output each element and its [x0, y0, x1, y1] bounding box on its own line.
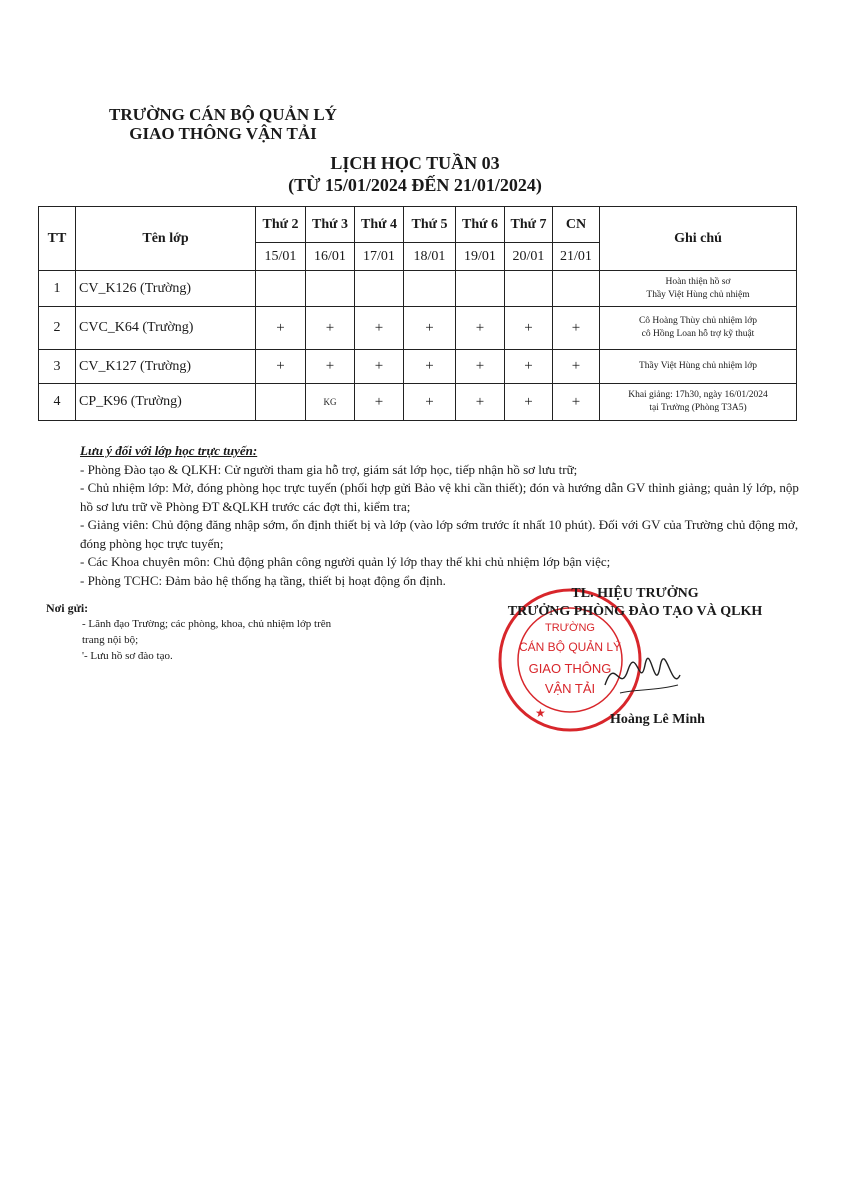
header-day: Thứ 4 [355, 207, 404, 243]
header-row [39, 207, 797, 243]
document-subtitle: (TỪ 15/01/2024 ĐẾN 21/01/2024) [288, 175, 542, 195]
note-item: - Chủ nhiệm lớp: Mở, đóng phòng học trực tuyến (phối hợp gửi Bảo vệ khi cần thiết); đón và hướng dẫn GV thỉnh giảng; quản lý lớp, nộp hồ sơ lưu trữ về Phòng ĐT &QLKH trước các đợt thi, kiểm tra; [80, 480, 799, 514]
schedule-cell: + [256, 307, 306, 350]
header-note: Ghi chú [600, 207, 797, 271]
org-name-line2: GIAO THÔNG VẬN TẢI [129, 124, 317, 143]
row-note-line: cô Hồng Loan hỗ trợ kỹ thuật [641, 329, 755, 339]
schedule-cell: + [355, 384, 404, 421]
header-day: CN [553, 207, 600, 243]
handwritten-signature [600, 645, 685, 705]
schedule-cell: + [505, 384, 553, 421]
table-row [39, 350, 797, 384]
notes-heading: Lưu ý đối với lớp học trực tuyến: [80, 443, 258, 458]
row-note [600, 350, 797, 384]
table-row [39, 307, 797, 350]
signature-title-line1: TL. HIỆU TRƯỞNG [571, 586, 699, 601]
row-note [600, 271, 797, 307]
schedule-cell: + [404, 350, 456, 384]
schedule-cell [256, 271, 306, 307]
table-row [39, 271, 797, 307]
row-note-line: Cô Hoàng Thùy chủ nhiệm lớp [638, 316, 758, 326]
header-day: Thứ 2 [256, 207, 306, 243]
signature-block [470, 585, 800, 621]
row-note [600, 307, 797, 350]
row-tt: 1 [39, 271, 76, 307]
schedule-cell: + [256, 350, 306, 384]
recipients-heading: Nơi gửi: [46, 601, 89, 615]
row-note-line: Khai giảng: 17h30, ngày 16/01/2024 [628, 390, 768, 400]
header-date: 20/01 [505, 243, 553, 271]
stamp-star-icon: ★ [535, 706, 546, 720]
recipient-line: '- Lưu hồ sơ đào tạo. [82, 650, 173, 662]
row-tt: 4 [39, 384, 76, 421]
row-class-name: CV_K127 (Trường) [76, 350, 256, 384]
recipient-line: - Lãnh đạo Trường; các phòng, khoa, chủ nhiệm lớp trên [82, 618, 332, 630]
schedule-cell: + [505, 307, 553, 350]
schedule-cell: + [456, 384, 505, 421]
schedule-cell: + [553, 384, 600, 421]
header-day: Thứ 3 [306, 207, 355, 243]
header-date: 21/01 [553, 243, 600, 271]
schedule-cell [256, 384, 306, 421]
row-class-name: CP_K96 (Trường) [76, 384, 256, 421]
header-date: 16/01 [306, 243, 355, 271]
header-date: 17/01 [355, 243, 404, 271]
schedule-cell: + [306, 350, 355, 384]
note-item: - Phòng Đào tạo & QLKH: Cử người tham gia hỗ trợ, giám sát lớp học, tiếp nhận hồ sơ lưu trữ; [80, 461, 578, 477]
row-note-line: Hoàn thiện hồ sơ [665, 276, 731, 287]
schedule-cell [553, 271, 600, 307]
note-item: - Giảng viên: Chủ động đăng nhập sớm, ổn định thiết bị và lớp (vào lớp sớm trước ít nhất 10 phút). Đối với GV của Trường chủ động mở, đóng phòng học trực tuyến; [80, 517, 799, 551]
row-note-line: Thầy Việt Hùng chủ nhiệm lớp [639, 361, 757, 371]
schedule-cell: KG [306, 384, 355, 421]
row-note [600, 384, 797, 421]
row-class-name: CV_K126 (Trường) [76, 271, 256, 307]
online-class-notes [80, 442, 800, 590]
note-item: - Phòng TCHC: Đảm bảo hệ thống hạ tầng, thiết bị hoạt động ổn định. [80, 572, 446, 588]
header-date: 19/01 [456, 243, 505, 271]
schedule-cell: + [553, 307, 600, 350]
schedule-cell [505, 271, 553, 307]
signer-name: Hoàng Lê Minh [610, 712, 705, 727]
header-date: 15/01 [256, 243, 306, 271]
stamp-text: VẬN TẢI [544, 681, 596, 696]
signature-title-line2: TRƯỞNG PHÒNG ĐÀO TẠO VÀ QLKH [507, 604, 763, 619]
schedule-cell: + [553, 350, 600, 384]
schedule-table [38, 206, 797, 421]
schedule-cell: + [306, 307, 355, 350]
schedule-cell: + [404, 384, 456, 421]
row-tt: 2 [39, 307, 76, 350]
recipient-line: trang nội bộ; [82, 634, 139, 646]
schedule-cell [355, 271, 404, 307]
recipients-block [46, 600, 366, 664]
header-date: 18/01 [404, 243, 456, 271]
stamp-text: CÁN BỘ QUẢN LÝ [518, 640, 622, 654]
schedule-cell: + [505, 350, 553, 384]
schedule-cell [456, 271, 505, 307]
header-tt: TT [39, 207, 76, 271]
note-item: - Các Khoa chuyên môn: Chủ động phân công người quản lý lớp thay thế khi chủ nhiệm lớp bận việc; [80, 554, 611, 569]
header-day: Thứ 5 [404, 207, 456, 243]
schedule-cell: + [456, 350, 505, 384]
org-name-line1: TRƯỜNG CÁN BỘ QUẢN LÝ [109, 105, 337, 124]
table-row [39, 384, 797, 421]
row-note-line: tại Trường (Phòng T3A5) [649, 403, 747, 413]
header-class-name: Tên lớp [76, 207, 256, 271]
row-class-name: CVC_K64 (Trường) [76, 307, 256, 350]
schedule-cell: + [355, 350, 404, 384]
stamp-text: GIAO THÔNG [528, 661, 612, 676]
schedule-cell [404, 271, 456, 307]
schedule-cell [306, 271, 355, 307]
row-note-line: Thầy Việt Hùng chủ nhiệm [646, 289, 750, 300]
document-title: LỊCH HỌC TUẦN 03 [330, 153, 500, 173]
header-day: Thứ 6 [456, 207, 505, 243]
header-day: Thứ 7 [505, 207, 553, 243]
schedule-cell: + [404, 307, 456, 350]
schedule-cell: + [456, 307, 505, 350]
stamp-text: TRƯỜNG [545, 622, 595, 634]
schedule-cell: + [355, 307, 404, 350]
row-tt: 3 [39, 350, 76, 384]
